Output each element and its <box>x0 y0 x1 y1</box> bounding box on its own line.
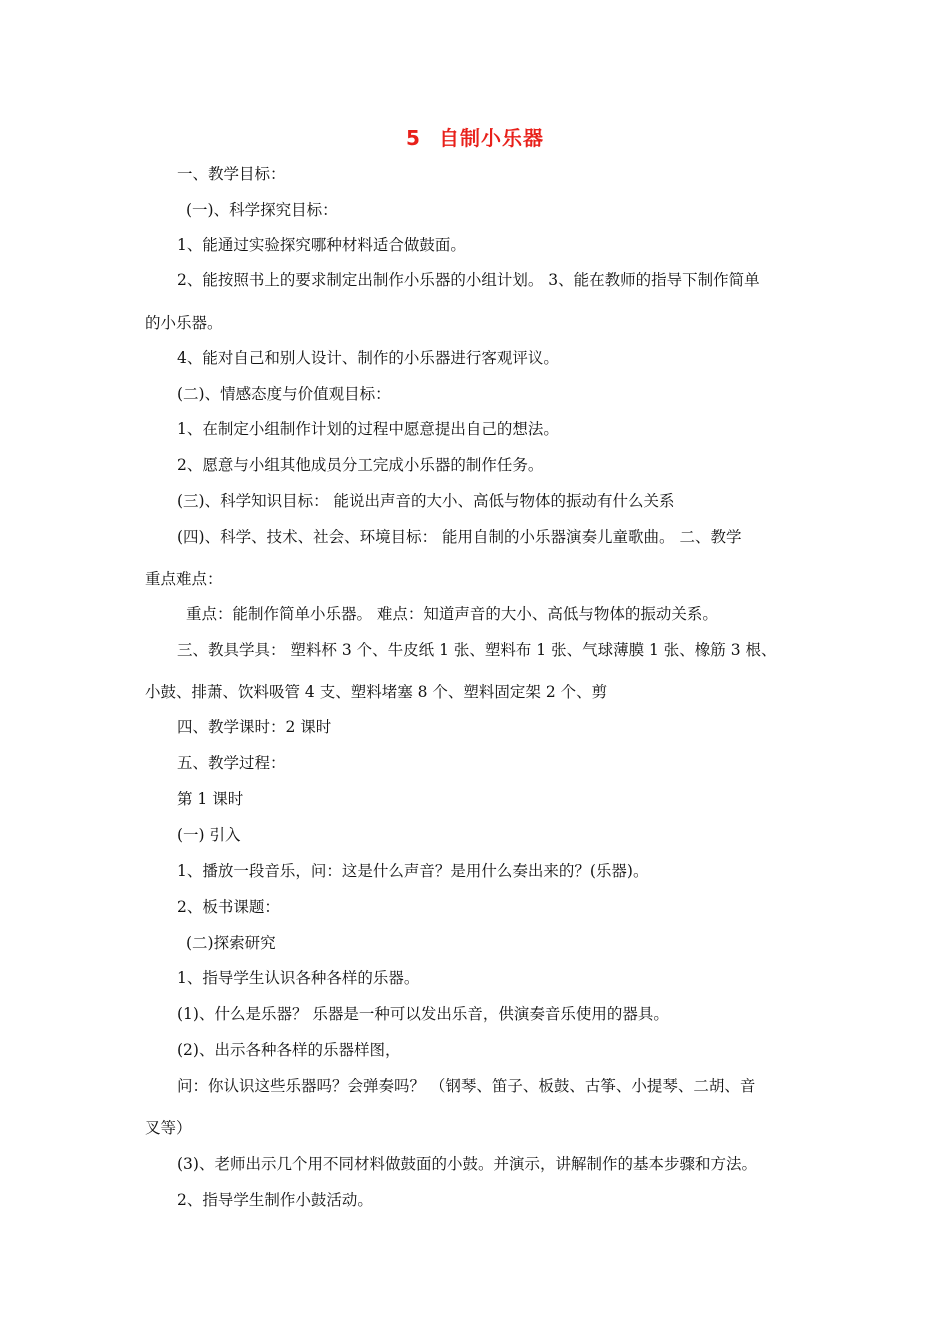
step-heading-intro: (一) 引入 <box>177 826 241 844</box>
paragraph: (1)、什么是乐器？ 乐器是一种可以发出乐音，供演奏音乐使用的器具。 <box>177 1005 669 1023</box>
paragraph: 1、能通过实验探究哪种材料适合做鼓面。 <box>177 236 466 254</box>
paragraph: 2、愿意与小组其他成员分工完成小乐器的制作任务。 <box>177 456 544 474</box>
paragraph: (3)、老师出示几个用不同材料做鼓面的小鼓。并演示，讲解制作的基本步骤和方法。 <box>177 1155 757 1173</box>
subsection-attitude-goals: (二)、情感态度与价值观目标： <box>177 385 391 403</box>
paragraph-continuation: 叉等） <box>145 1119 192 1137</box>
subsection-sts-goals: (四)、科学、技术、社会、环境目标： 能用自制的小乐器演奏儿童歌曲。 二、教学 <box>177 528 742 546</box>
subsection-knowledge-goals: (三)、科学知识目标： 能说出声音的大小、高低与物体的振动有什么关系 <box>177 492 675 510</box>
paragraph: (2)、出示各种各样的乐器样图， <box>177 1041 401 1059</box>
paragraph: 1、指导学生认识各种各样的乐器。 <box>177 969 420 987</box>
page-title <box>0 122 950 151</box>
section-heading-process: 五、教学过程： <box>177 754 286 772</box>
section-heading-periods: 四、教学课时：2 课时 <box>177 718 332 736</box>
paragraph: 4、能对自己和别人设计、制作的小乐器进行客观评议。 <box>177 349 559 367</box>
paragraph: 1、在制定小组制作计划的过程中愿意提出自己的想法。 <box>177 420 559 438</box>
step-heading-explore: (二)探索研究 <box>186 934 276 952</box>
section-heading-goals: 一、教学目标： <box>177 165 286 183</box>
section-heading-materials: 三、教具学具： 塑料杯 3 个、牛皮纸 1 张、塑料布 1 张、气球薄膜 1 张、橡筋 3 根、 <box>177 641 777 659</box>
paragraph-continuation: 小鼓、排萧、饮料吸管 4 支、塑料堵塞 8 个、塑料固定架 2 个、剪 <box>145 683 608 701</box>
paragraph: 2、板书课题： <box>177 898 280 916</box>
title-number: 5 <box>406 126 421 150</box>
key-points: 重点：能制作简单小乐器。 难点：知道声音的大小、高低与物体的振动关系。 <box>186 605 718 623</box>
paragraph: 2、能按照书上的要求制定出制作小乐器的小组计划。 3、能在教师的指导下制作简单 <box>177 271 760 289</box>
paragraph-continuation: 的小乐器。 <box>145 314 223 332</box>
paragraph-continuation: 重点难点： <box>145 570 223 588</box>
paragraph: 1、播放一段音乐，问：这是什么声音？是用什么奏出来的？(乐器)。 <box>177 862 649 880</box>
paragraph: 问：你认识这些乐器吗？会弹奏吗？ （钢琴、笛子、板鼓、古筝、小提琴、二胡、音 <box>177 1077 756 1095</box>
paragraph: 2、指导学生制作小鼓活动。 <box>177 1191 373 1209</box>
title-text: 自制小乐器 <box>438 126 544 150</box>
subsection-inquiry-goals: (一)、科学探究目标： <box>186 201 338 219</box>
lesson-heading: 第 1 课时 <box>177 790 244 808</box>
